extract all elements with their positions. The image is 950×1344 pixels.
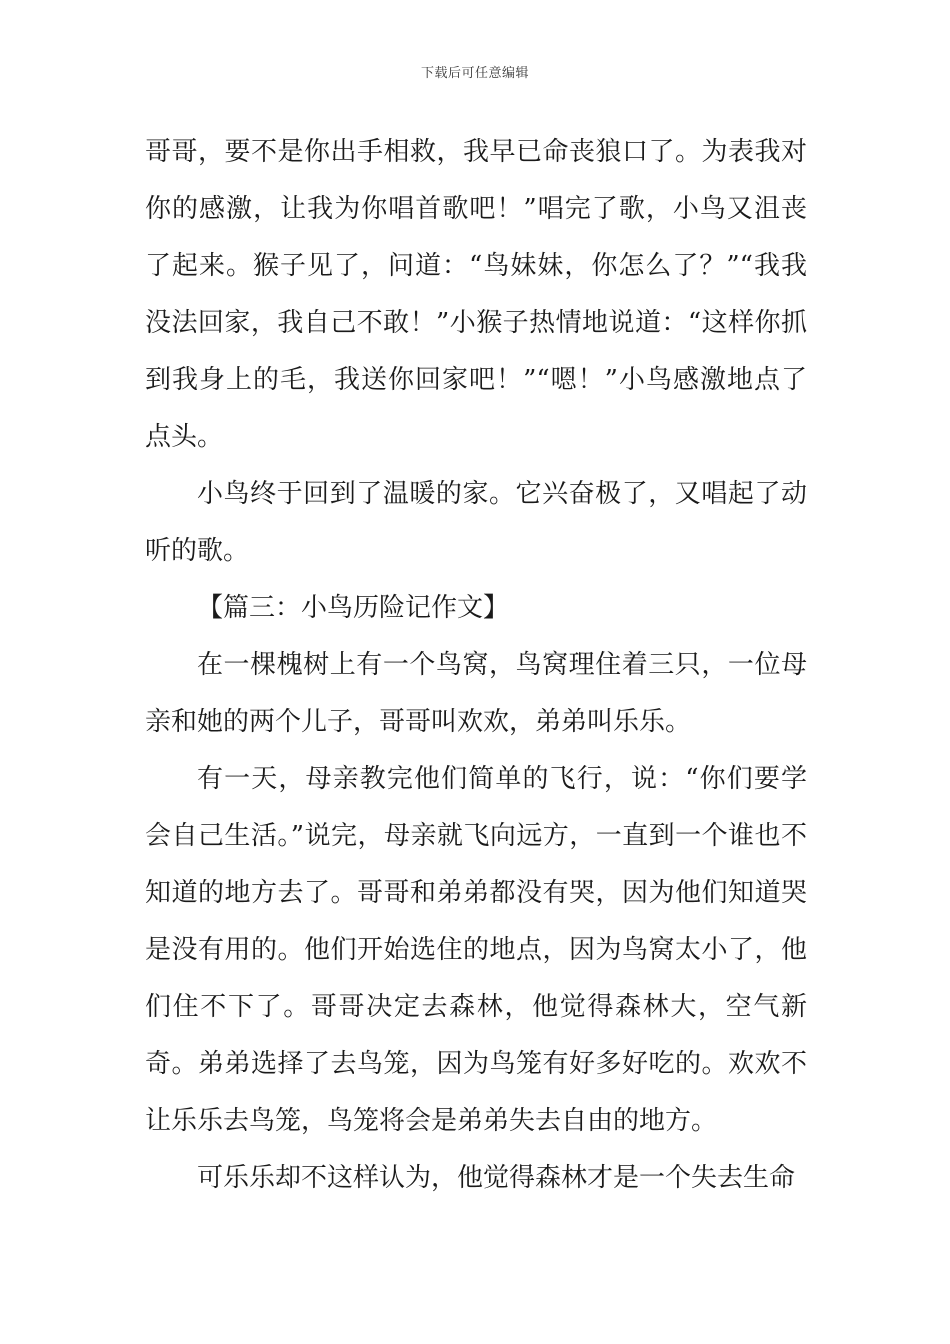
paragraph: 小鸟终于回到了温暖的家。它兴奋极了，又唱起了动听的歌。 <box>145 479 807 566</box>
paragraph: 在一棵槐树上有一个鸟窝，鸟窝理住着三只，一位母亲和她的两个儿子，哥哥叫欢欢，弟弟叫乐乐。 <box>145 650 807 737</box>
paragraph-continued: 哥哥，要不是你出手相救，我早已命丧狼口了。为表我对你的感激，让我为你唱首歌吧！”唱完了歌，小鸟又沮丧了起来。猴子见了，问道：“鸟妹妹，你怎么了？”“我我没法回家，我自己不敢！”小猴子热情地说道：“这样你抓到我身上的毛，我送你回家吧！”“嗯！”小鸟感激地点了点头。 <box>145 137 807 452</box>
paragraph: 有一天，母亲教完他们简单的飞行，说：“你们要学会自己生活。”说完，母亲就飞向远方，一直到一个谁也不知道的地方去了。哥哥和弟弟都没有哭，因为他们知道哭是没有用的。他们开始选住的地点，因为鸟窝太小了，他们住不下了。哥哥决定去森林，他觉得森林大，空气新奇。弟弟选择了去鸟笼，因为鸟笼有好多好吃的。欢欢不让乐乐去鸟笼，鸟笼将会是弟弟失去自由的地方。 <box>145 764 807 1136</box>
paragraph: 可乐乐却不这样认为，他觉得森林才是一个失去生命 <box>197 1163 796 1193</box>
section-heading: 【篇三：小鸟历险记作文】 <box>197 593 510 623</box>
document-body <box>145 124 807 1207</box>
page-header-note: 下载后可任意编辑 <box>420 66 529 81</box>
